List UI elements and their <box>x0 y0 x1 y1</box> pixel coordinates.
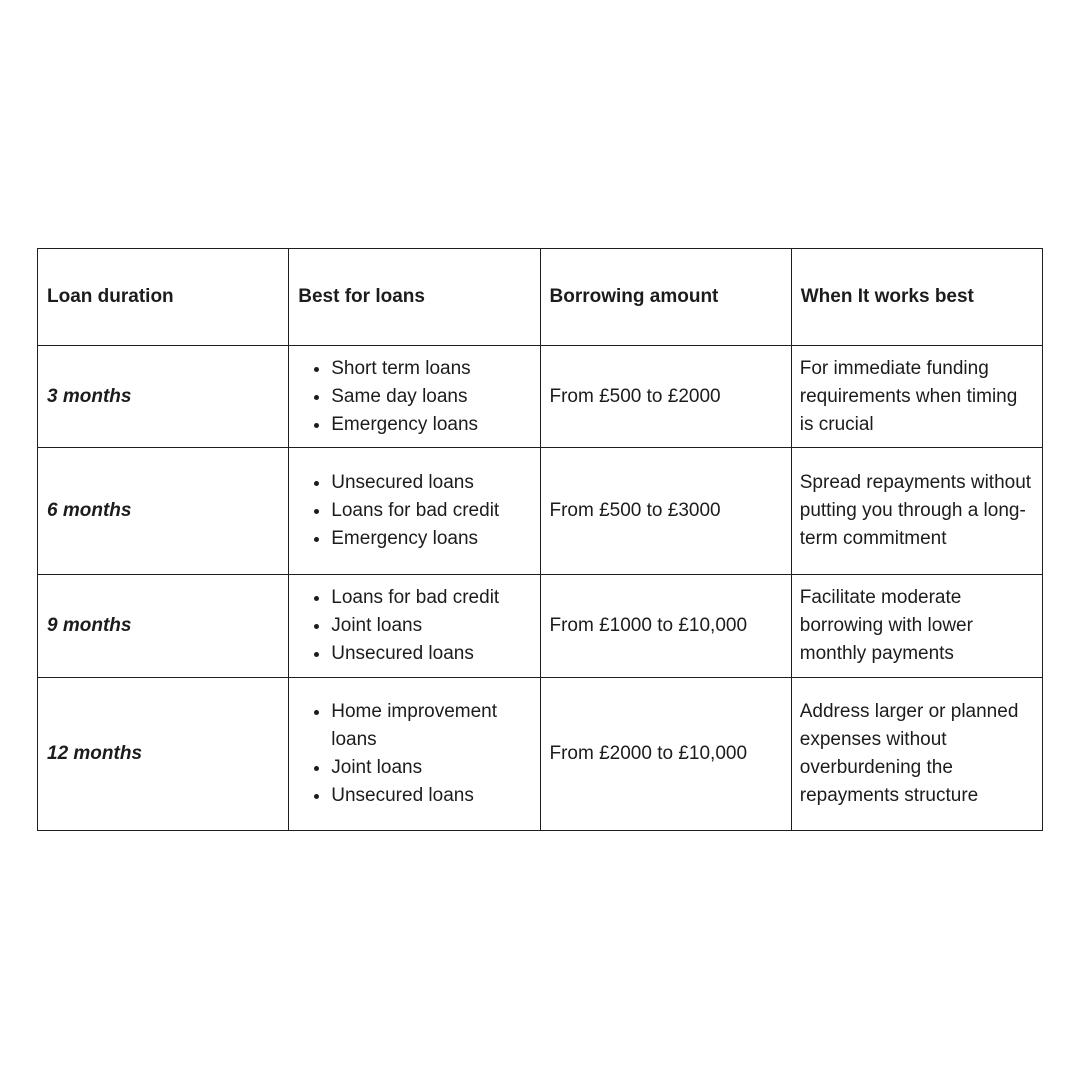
best-for-list <box>297 698 535 810</box>
best-for-item: • Joint loans <box>331 754 535 782</box>
table-header-row <box>38 249 1043 346</box>
best-for-item: • Short term loans <box>331 355 535 383</box>
best-for-cell <box>289 448 540 575</box>
best-for-list <box>297 584 535 668</box>
table-row <box>38 346 1043 448</box>
header-cell-when-it-works-best: When It works best <box>791 249 1042 346</box>
table-row <box>38 575 1043 678</box>
best-for-item: • Loans for bad credit <box>331 497 535 525</box>
loan-comparison-table <box>37 248 1043 831</box>
duration-cell: 9 months <box>38 575 289 678</box>
works-best-cell: For immediate funding requirements when timing is crucial <box>791 346 1042 448</box>
duration-cell: 12 months <box>38 678 289 831</box>
best-for-item: • Joint loans <box>331 612 535 640</box>
best-for-item: • Unsecured loans <box>331 782 535 810</box>
best-for-list <box>297 355 535 439</box>
header-cell-borrowing-amount: Borrowing amount <box>540 249 791 346</box>
best-for-item: • Unsecured loans <box>331 469 535 497</box>
best-for-list <box>297 469 535 553</box>
amount-cell: From £2000 to £10,000 <box>540 678 791 831</box>
works-best-cell: Address larger or planned expenses without overburdening the repayments structure <box>791 678 1042 831</box>
header-cell-best-for-loans: Best for loans <box>289 249 540 346</box>
duration-cell: 3 months <box>38 346 289 448</box>
works-best-cell: Facilitate moderate borrowing with lower monthly payments <box>791 575 1042 678</box>
header-cell-loan-duration: Loan duration <box>38 249 289 346</box>
table-row <box>38 678 1043 831</box>
best-for-item: • Unsecured loans <box>331 640 535 668</box>
best-for-cell <box>289 575 540 678</box>
duration-cell: 6 months <box>38 448 289 575</box>
table-row <box>38 448 1043 575</box>
best-for-item: • Emergency loans <box>331 525 535 553</box>
amount-cell: From £500 to £3000 <box>540 448 791 575</box>
best-for-item: • Home improvement loans <box>331 698 535 754</box>
best-for-cell <box>289 678 540 831</box>
amount-cell: From £1000 to £10,000 <box>540 575 791 678</box>
best-for-cell <box>289 346 540 448</box>
best-for-item: • Emergency loans <box>331 411 535 439</box>
amount-cell: From £500 to £2000 <box>540 346 791 448</box>
works-best-cell: Spread repayments without putting you through a long-term commitment <box>791 448 1042 575</box>
best-for-item: • Loans for bad credit <box>331 584 535 612</box>
best-for-item: • Same day loans <box>331 383 535 411</box>
